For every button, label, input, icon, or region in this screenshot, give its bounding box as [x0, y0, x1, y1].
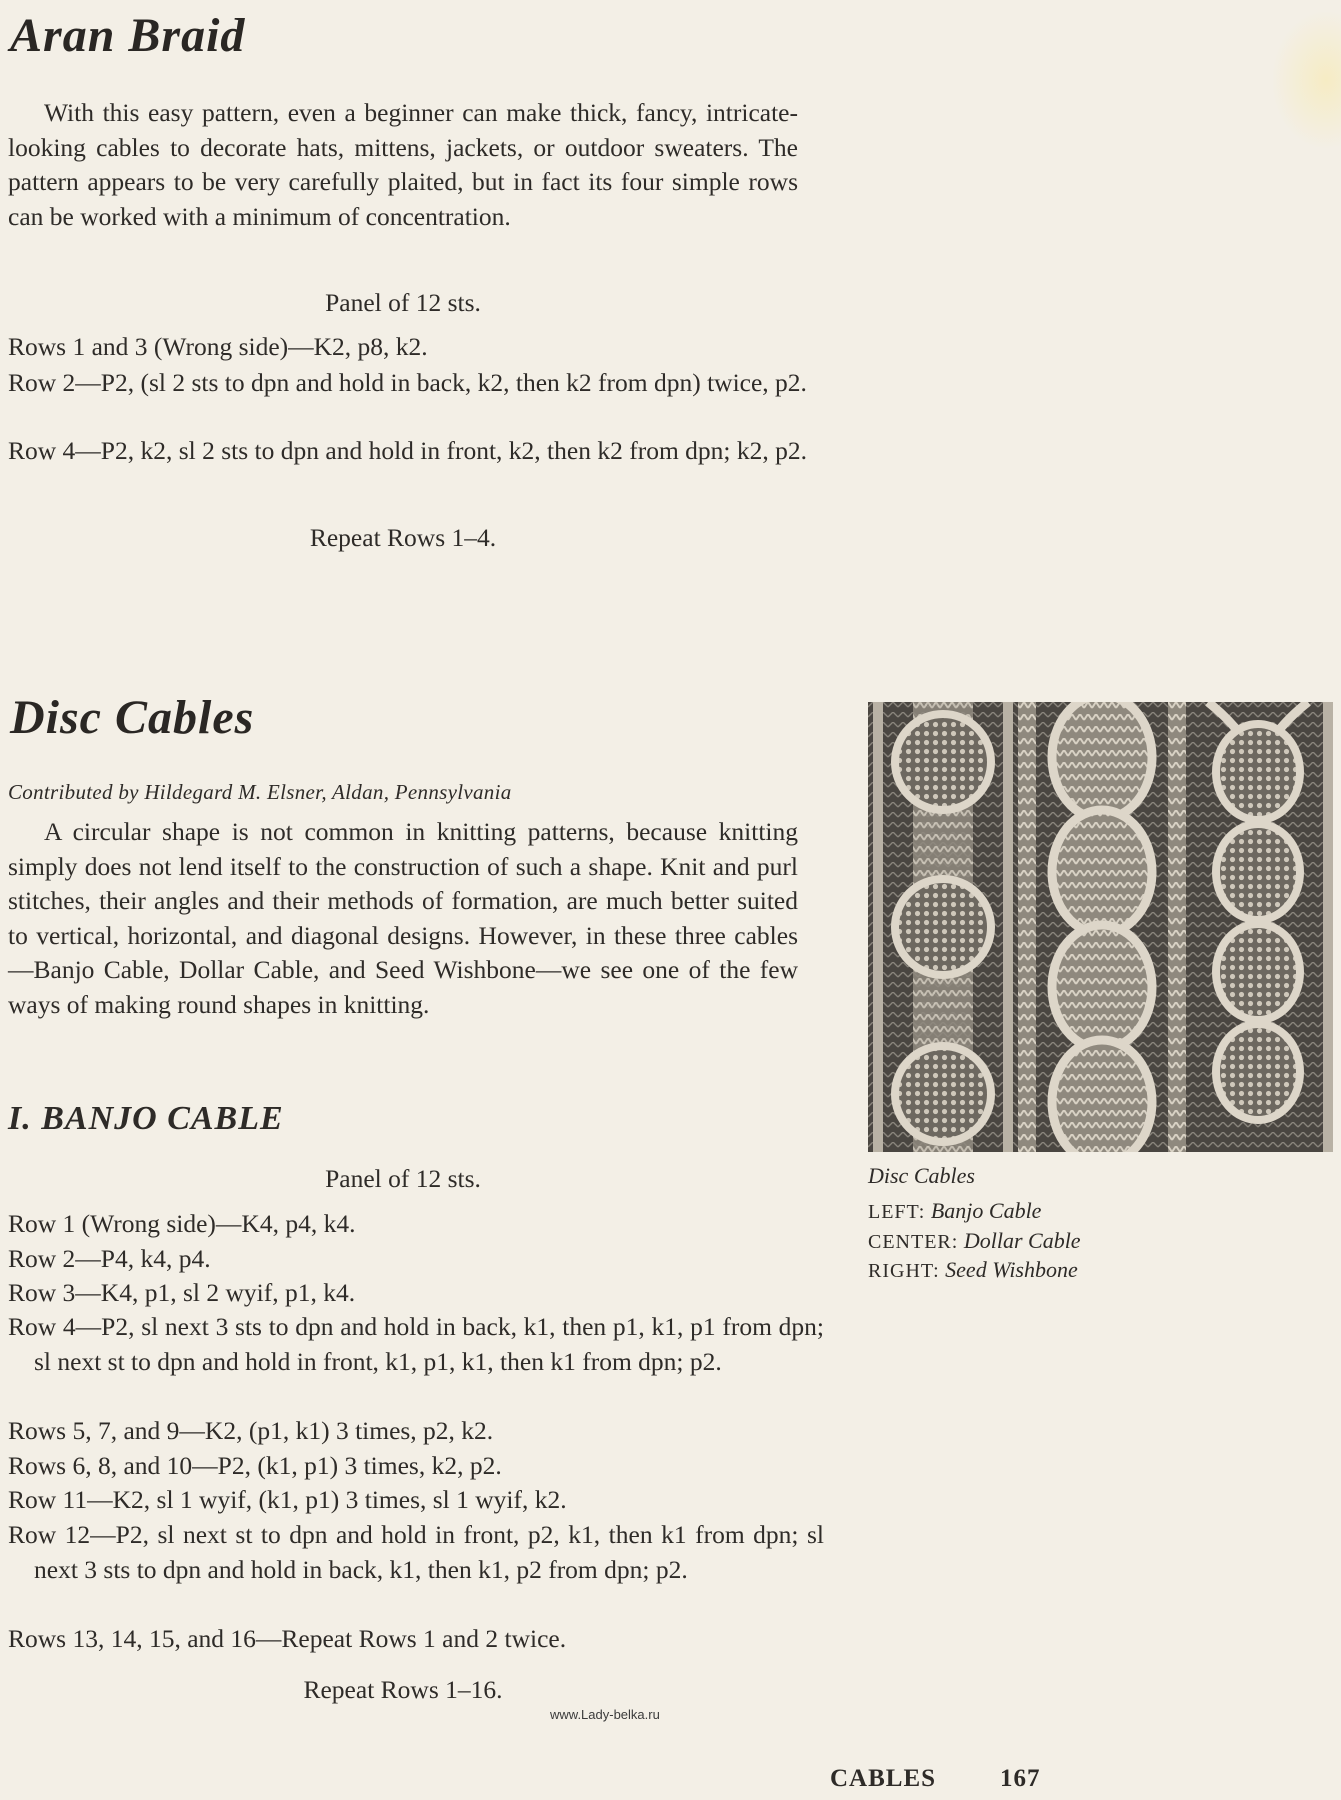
caption-right-label: RIGHT: — [868, 1260, 940, 1282]
aran-row: Row 4—P2, k2, sl 2 sts to dpn and hold in front, k2, then k2 from dpn; k2, p2. — [8, 436, 807, 465]
banjo-cable-heading: I. BANJO CABLE — [8, 1100, 284, 1137]
aran-braid-panel: Panel of 12 sts. — [325, 288, 481, 317]
disc-cables-photo — [868, 702, 1333, 1152]
photo-caption-title — [868, 1163, 975, 1189]
banjo-row: Row 3—K4, p1, sl 2 wyif, p1, k4. — [8, 1278, 356, 1307]
caption-left-label: LEFT: — [868, 1201, 926, 1223]
watermark: www.Lady-belka.ru — [550, 1707, 660, 1722]
banjo-row: Row 2—P4, k4, p4. — [8, 1244, 211, 1273]
disc-cables-contributor: Contributed by Hildegard M. Elsner, Aldan, Pennsylvania — [8, 780, 512, 804]
caption-right-value: Seed Wishbone — [945, 1257, 1078, 1282]
caption-center-label: CENTER: — [868, 1231, 959, 1253]
banjo-row: Rows 5, 7, and 9—K2, (p1, k1) 3 times, p2, k2. — [8, 1416, 494, 1445]
disc-cables-intro: A circular shape is not common in knitting patterns, because knitting simply does not lend itself to the construction of such a shape. Knit and purl stitches, their angles and their methods of formation, are much better suited to vertical, horizontal, and diagonal designs. However, in these three cables—Banjo Cable, Dollar Cable, and Seed Wishbone—we see one of the few ways of making round shapes in knitting. — [8, 817, 798, 1019]
aran-braid-title: Aran Braid — [10, 9, 246, 62]
banjo-row: Row 12—P2, sl next st to dpn and hold in front, p2, k1, then k1 from dpn; sl next 3 sts to dpn and hold in back, k1, then k1, p2 from dpn; p2. — [8, 1520, 824, 1584]
banjo-cable-panel: Panel of 12 sts. — [325, 1164, 481, 1193]
caption-left-value: Banjo Cable — [930, 1198, 1042, 1223]
banjo-row: Row 11—K2, sl 1 wyif, (k1, p1) 3 times, sl 1 wyif, k2. — [8, 1485, 567, 1514]
photo-caption-right — [868, 1257, 1078, 1283]
banjo-row: Row 1 (Wrong side)—K4, p4, k4. — [8, 1209, 356, 1238]
banjo-cable-repeat: Repeat Rows 1–16. — [303, 1675, 503, 1704]
aran-row: Row 2—P2, (sl 2 sts to dpn and hold in back, k2, then k2 from dpn) twice, p2. — [8, 368, 807, 397]
aran-braid-repeat: Repeat Rows 1–4. — [309, 523, 497, 552]
banjo-row: Rows 13, 14, 15, and 16—Repeat Rows 1 and 2 twice. — [8, 1624, 567, 1653]
footer-section-name: CABLES — [830, 1765, 937, 1792]
aran-braid-intro: With this easy pattern, even a beginner can make thick, fancy, intricate-looking cables to decorate hats, mittens, jackets, or outdoor sweaters. The pattern appears to be very carefully plaited, but in fact its four simple rows can be worked with a minimum of concentration. — [8, 98, 798, 231]
disc-cables-title: Disc Cables — [10, 691, 255, 744]
page-number: 167 — [1000, 1765, 1041, 1792]
photo-caption-center — [868, 1228, 1081, 1254]
page-edge-highlight — [1271, 10, 1341, 150]
banjo-row: Rows 6, 8, and 10—P2, (k1, p1) 3 times, k2, p2. — [8, 1451, 502, 1480]
photo-caption-left — [868, 1198, 1041, 1224]
aran-row: Rows 1 and 3 (Wrong side)—K2, p8, k2. — [8, 332, 428, 361]
caption-center-value: Dollar Cable — [963, 1228, 1081, 1253]
caption-title-text: Disc Cables — [868, 1163, 975, 1188]
knit-swatch-illustration — [868, 702, 1333, 1152]
banjo-row: Row 4—P2, sl next 3 sts to dpn and hold in back, k1, then p1, k1, p1 from dpn; sl next st to dpn and hold in front, k1, p1, k1, then k1 from dpn; p2. — [8, 1312, 824, 1376]
